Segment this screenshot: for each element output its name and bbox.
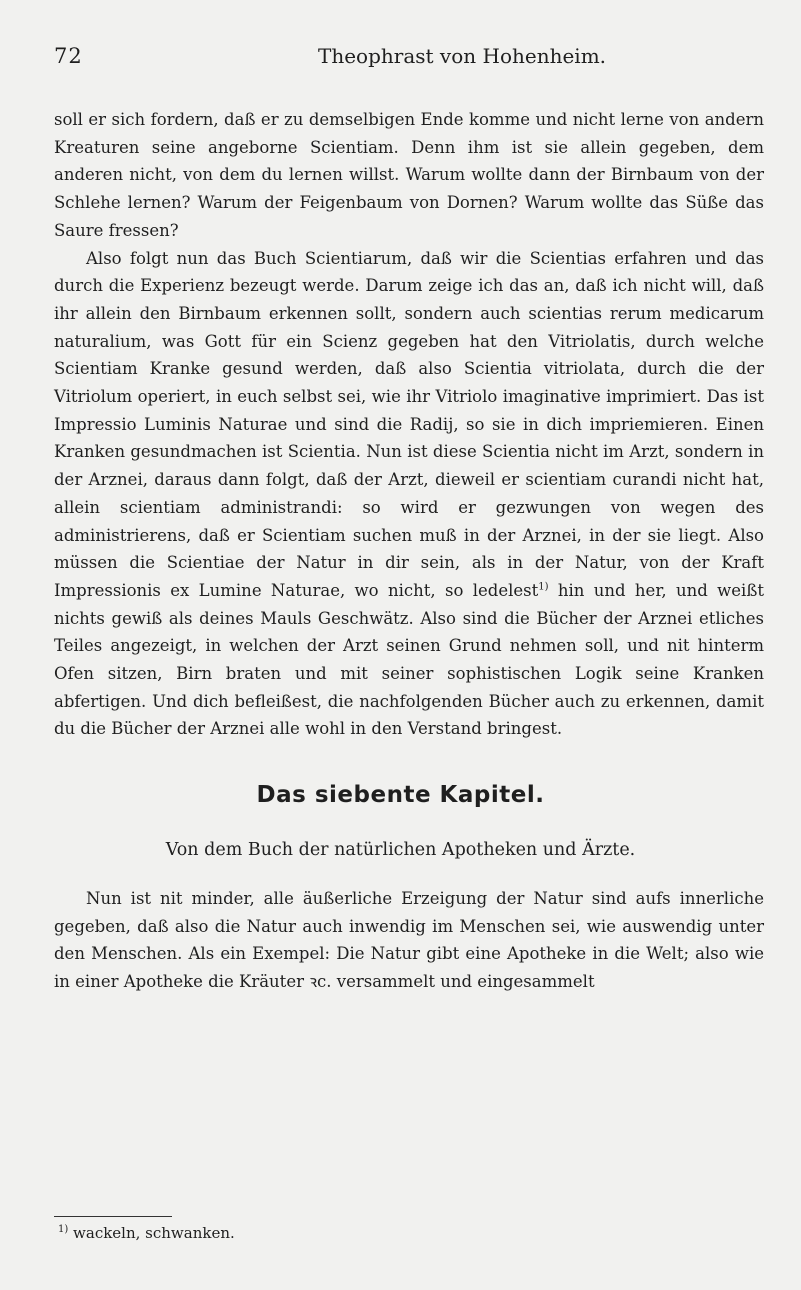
footnote-divider bbox=[54, 1216, 172, 1217]
chapter-text bbox=[54, 885, 764, 996]
paragraph-1: soll er sich fordern, daß er zu demselbigen Ende komme und nicht lerne von andern Kreaturen seine angeborne Scientiam. Denn ihm ist sie allein gegeben, dem anderen nicht, von dem du lernen willst. Warum wollte dann der Birnbaum von der Schlehe lernen? Warum der Feigenbaum von Dornen? Warum wollte das Süße das Saure fressen? bbox=[54, 110, 764, 240]
footnote bbox=[58, 1224, 235, 1242]
page-header bbox=[0, 44, 801, 74]
paragraph-2-part-1: Also folgt nun das Buch Scientiarum, daß wir die Scientias erfahren und das durch die Experienz bezeugt werde. Darum zeige ich das an, daß ich nicht will, daß ihr allein den Birnbaum erkennen sollt, sondern auch scientias rerum medicarum naturalium, was Gott für ein Scienz gegeben hat den Vitriolatis, durch welche Scientiam Kranke gesund werden, daß also Scientia vitriolata, durch die der Vitriolum operiert, in euch selbst sei, wie ihr Vitriolo imaginative imprimiert. Das ist Impressio Luminis Naturae und sind die Radij, so sie in dich impriemieren. Einen Kranken gesundmachen ist Scientia. Nun ist diese Scientia nicht im Arzt, sondern in der Arznei, daraus dann folgt, daß der Arzt, dieweil er scientiam curandi nicht hat, allein scientiam administrandi: so wird er gezwungen von wegen des administrierens, daß er Scientiam suchen muß in der Arznei, in der sie liegt. Also müssen die Scientiae der Natur in dir sein, als in der Natur, von der Kraft Impressionis ex Lumine Naturae, wo nicht, so ledelest bbox=[54, 248, 764, 600]
main-text bbox=[54, 106, 764, 743]
paragraph-2 bbox=[54, 245, 764, 744]
paragraph-2-part-2: hin und her, und weißt nichts gewiß als deines Mauls Geschwätz. Also sind die Bücher der Arznei etliches Teiles angezeigt, in welchen der Arzt seinen Grund nehmen soll, und nit hinterm Ofen sitzen, Birn braten und mit seiner sophistischen Logik seine Kranken abfertigen. Und dich befleißest, die nachfolgenden Bücher auch zu erkennen, damit du die Bücher der Arznei alle wohl in den Verstand bringest. bbox=[54, 580, 764, 739]
running-title: Theophrast von Hohenheim. bbox=[318, 44, 607, 68]
footnote-text: wackeln, schwanken. bbox=[68, 1224, 235, 1242]
chapter-subtitle: Von dem Buch der natürlichen Apotheken und Ärzte. bbox=[165, 840, 636, 860]
chapter-title: Das siebente Kapitel. bbox=[256, 782, 545, 808]
footnote-marker: 1) bbox=[58, 1224, 69, 1235]
page-number: 72 bbox=[54, 44, 83, 68]
footnote-reference: 1) bbox=[538, 581, 549, 593]
paragraph-3: Nun ist nit minder, alle äußerliche Erzeigung der Natur sind aufs innerliche gegeben, daß also die Natur auch inwendig im Menschen sei, wie auswendig unter den Menschen. Als ein Exempel: Die Natur gibt eine Apotheke in die Welt; also wie in einer Apotheke die Kräuter ꝛc. versammelt und eingesammelt bbox=[54, 889, 764, 992]
